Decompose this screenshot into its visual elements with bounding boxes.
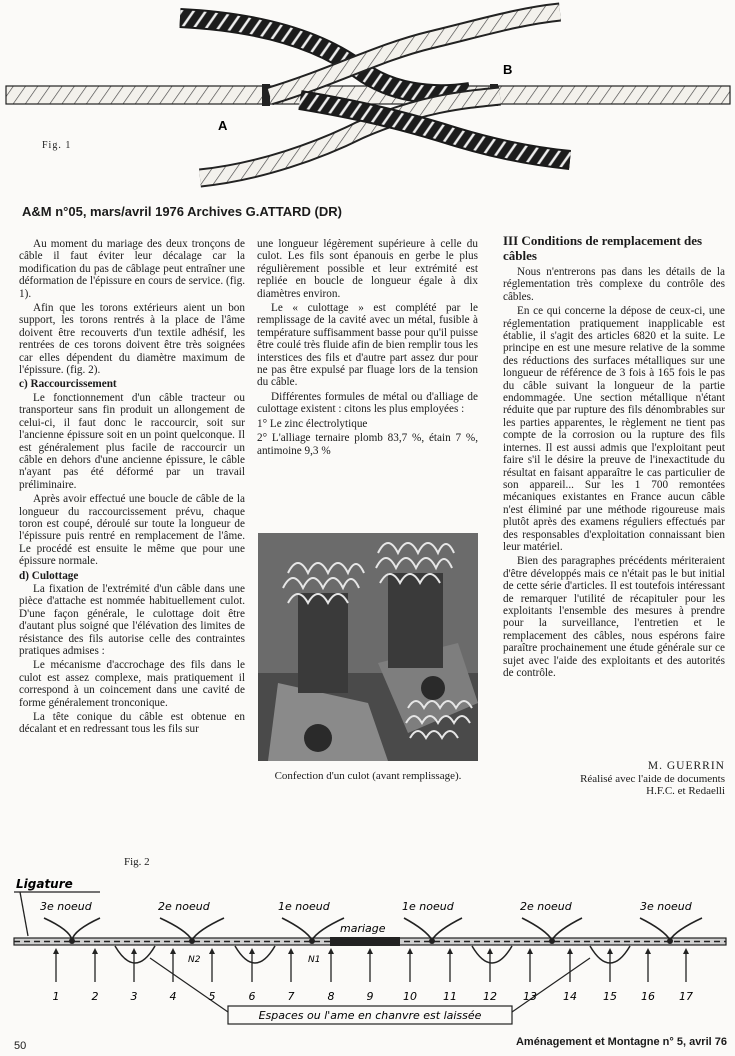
marker-b: B — [503, 62, 513, 77]
ligature-label: Ligature — [16, 877, 73, 891]
position-number: 4 — [169, 990, 177, 1003]
position-number: 8 — [327, 990, 335, 1003]
n1-label: N1 — [308, 955, 321, 965]
node-label: 3e noeud — [40, 900, 92, 913]
position-number: 6 — [248, 990, 256, 1003]
figure-2 — [0, 870, 735, 1032]
position-number: 5 — [208, 990, 216, 1003]
paragraph: La tête conique du câble est obtenue en décalant et en redressant tous les fils sur — [19, 711, 245, 736]
node-label: 1e noeud — [278, 900, 330, 913]
author-name: M. GUERRIN — [647, 760, 725, 772]
paragraph: Bien des paragraphes précédents mériteraient d'être développés mais ce n'était pas le but initial de cette série d'articles. Il est toutefois intéressant de remarquer l'utilité de récapituler pour les exploitants l'ensemble des mesures à prendre pour la surveillance, l'entretien et le remplacement des câbles, nous espérons faire paraître prochainement une étude générale sur ce sujet avec l'aide des exploitants et des autorités de contrôle. — [503, 555, 725, 679]
cable-splice-illustration — [0, 0, 735, 200]
position-number: 16 — [641, 990, 655, 1003]
publication-footer: Aménagement et Montagne n° 5, avril 76 — [515, 1036, 727, 1048]
paragraph: En ce qui concerne la dépose de ceux-ci, une réglementation pratiquement inapplicable est établie, il s'agit des articles 6820 et la suite. Le principe en est une mesure relative de la somme des réductions des surfaces métalliques sur une longueur de référence de 3 fois à 165 fois le pas du câble suivant la longueur de la partie endommagée. Une section métallique n'étant réduite que par rupture des fils dénombrables sur les parties apparentes, le règlement ne tient pas compte de la corrosion ou la rupture des fils internes. Il est aussi admis que l'exploitant peut faire s'il le désire la preuve de l'inexactitude du résultat en faisant apparaître le cas particulier de son appareil... Sur les 1 700 remontées mécaniques existantes en France aucun câble n'est éliminé par une méthode rigoureuse mais plutôt après des examens réguliers effectués par des responsables d'exploitation connaissant bien leur matériel. — [503, 305, 725, 553]
figure-2-label: Fig. 2 — [124, 856, 150, 868]
paragraph: une longueur légèrement supérieure à celle du culot. Les fils sont épanouis en gerbe le plus régulièrement possible et leur extrémité est repliée en boucle de longueur égale à dix diamètres environ. — [257, 238, 478, 300]
position-number: 13 — [523, 990, 537, 1003]
credit-line: H.F.C. et Redaelli — [646, 785, 725, 797]
position-number: 14 — [563, 990, 577, 1003]
credit-line: Réalisé avec l'aide de documents — [580, 773, 725, 785]
column-2 — [257, 238, 478, 459]
signature-block — [503, 760, 725, 797]
paragraph: Le fonctionnement d'un câble tracteur ou transporteur sans fin produit un allongement de celui-ci, il faut donc le raccourcir, soit sur l'ancienne épissure soit en un point quelconque. Il est généralement plus facile de raccourcir un câble en dehors d'une ancienne épissure, le câble n'ayant pas été déformé par un travail préliminaire. — [19, 391, 245, 491]
node-label: 1e noeud — [402, 900, 454, 913]
list-item: 2° L'alliage ternaire plomb 83,7 %, étain 7 %, antimoine 9,3 % — [257, 432, 478, 457]
figure-1 — [0, 0, 735, 200]
cable-socket-photo — [258, 533, 478, 761]
position-number: 9 — [366, 990, 374, 1003]
section-heading-iii: III Conditions de remplacement des câbles — [503, 233, 703, 263]
position-number: 10 — [403, 990, 417, 1003]
section-heading-d: d) Culottage — [19, 569, 79, 582]
figure-2-caption: Espaces ou l'ame en chanvre est laissée — [258, 1009, 482, 1022]
paragraph: Nous n'entrerons pas dans les détails de la réglementation très complexe du contrôle des câbles. — [503, 266, 725, 303]
paragraph: Afin que les torons extérieurs aient un bon support, les torons rentrés à la place de l'âme doivent être recouverts d'un textile adhésif, les rentrées de ces torons doivent être très soignées car elles dépendent du diamètre maximum de l'épissure. (fig. 2). — [19, 302, 245, 377]
position-number: 2 — [91, 990, 99, 1003]
node-label: 2e noeud — [520, 900, 572, 913]
paragraph: Après avoir effectué une boucle de câble de la longueur du raccourcissement prévu, chaque toron est coupé, déroulé sur toute la longueur de l'épissure puis rentré en remplacement de l'âme. Le procédé est ensuite le même que pour une épissure normale. — [19, 493, 245, 568]
column-1 — [19, 238, 245, 738]
node-label: 2e noeud — [158, 900, 210, 913]
position-number: 7 — [287, 990, 295, 1003]
archive-credit: A&M n°05, mars/avril 1976 Archives G.ATTARD (DR) — [22, 204, 342, 219]
position-number: 17 — [679, 990, 693, 1003]
n2-label: N2 — [188, 955, 201, 965]
paragraph: La fixation de l'extrémité d'un câble dans une pièce d'attache est nommée habituellement culot. D'une façon générale, le culottage doit être d'autant plus soigné que l'élévation des limites de résistance des fils autorise celle des contraintes pratiques admises : — [19, 582, 245, 657]
figure-1-label: Fig. 1 — [42, 140, 72, 151]
position-number: 12 — [483, 990, 497, 1003]
section-heading-c: c) Raccourcissement — [19, 378, 117, 391]
mariage-label: mariage — [340, 922, 386, 935]
column-3 — [503, 233, 725, 681]
position-number: 11 — [443, 990, 457, 1003]
paragraph: Le « culottage » est complété par le remplissage de la cavité avec un métal, fusible à température suffisamment basse pour qu'il puisse être coulé très fluide afin de bien remplir tous les interstices des fils et d'autre part assez dur pour ne pas être expulsé par fluage lors de la tension du câble. — [257, 302, 478, 389]
position-number: 15 — [603, 990, 617, 1003]
photo-caption: Confection d'un culot (avant remplissage). — [274, 770, 462, 782]
paragraph: Le mécanisme d'accrochage des fils dans le culot est assez complexe, mais pratiquement il correspond à un coincement dans une cavité de forme généralement tronconique. — [19, 659, 245, 709]
splice-diagram — [0, 870, 735, 1032]
page-number: 50 — [14, 1040, 27, 1052]
list-item: 1° Le zinc électrolytique — [257, 417, 368, 430]
paragraph: Au moment du mariage des deux tronçons de câble il faut éviter leur décalage car la modification du pas de câblage peut entraîner une déformation de l'épissure en cours de service. (fig. 1). — [19, 238, 245, 300]
position-number: 3 — [130, 990, 138, 1003]
paragraph: Différentes formules de métal ou d'alliage de culottage existent : citons les plus employées : — [257, 390, 478, 416]
marker-a: A — [218, 118, 228, 133]
position-number: 1 — [52, 990, 60, 1003]
node-label: 3e noeud — [640, 900, 692, 913]
